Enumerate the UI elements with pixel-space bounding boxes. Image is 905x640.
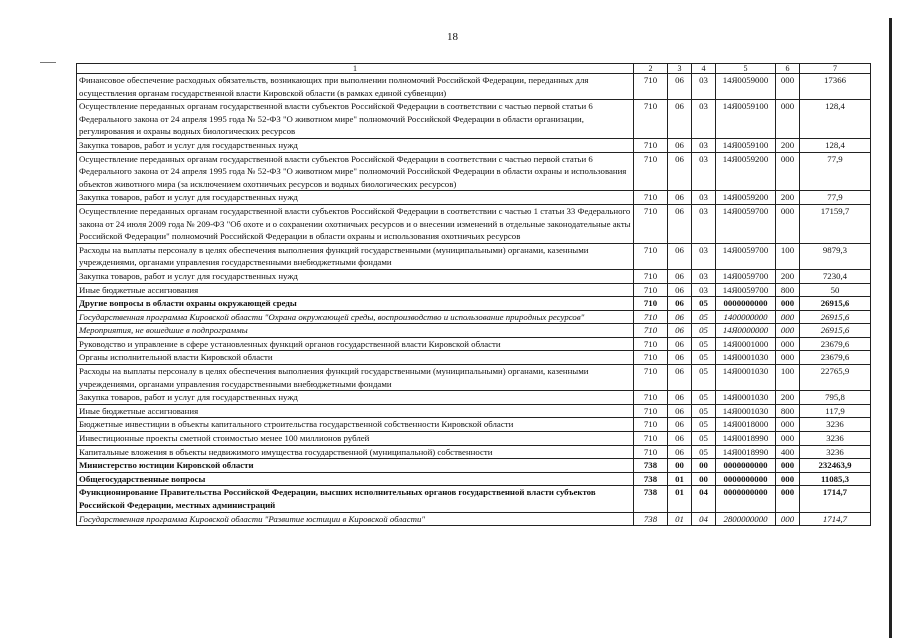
page-edge-line <box>889 18 892 638</box>
row-expense-type-cell: 000 <box>776 297 800 311</box>
row-section-cell: 06 <box>668 418 692 432</box>
row-section-cell: 06 <box>668 152 692 191</box>
row-subsection-cell: 04 <box>692 486 716 512</box>
row-expense-type-cell: 000 <box>776 459 800 473</box>
row-subsection-cell: 03 <box>692 283 716 297</box>
row-ved-cell: 710 <box>634 365 668 391</box>
column-number: 5 <box>716 64 776 74</box>
row-section-cell: 06 <box>668 191 692 205</box>
row-expense-type-cell: 200 <box>776 191 800 205</box>
row-expense-type-cell: 200 <box>776 391 800 405</box>
table-row <box>77 100 871 139</box>
column-number: 3 <box>668 64 692 74</box>
row-ved-cell: 710 <box>634 297 668 311</box>
row-expense-type-cell: 000 <box>776 74 800 100</box>
row-section-cell: 06 <box>668 243 692 269</box>
row-name-cell: Осуществление переданных органам государственной власти субъектов Российской Федерации в соответствии с частью 1 статьи 33 Федерального закона от 24 июля 2009 года № 209-ФЗ "Об охоте и о сохранении охотничьих ресурсов и о внесении изменений в отдельные законодательные акты Российской Федерации" полномочий Российской Федерации в области охраны и использования охотничьих ресурсов <box>77 204 634 243</box>
row-name-cell: Другие вопросы в области охраны окружающей среды <box>77 297 634 311</box>
row-amount-cell: 77,9 <box>800 191 871 205</box>
row-target-article-cell: 14Я0059700 <box>716 283 776 297</box>
row-section-cell: 06 <box>668 445 692 459</box>
row-target-article-cell: 14Я0018990 <box>716 432 776 446</box>
row-name-cell: Иные бюджетные ассигнования <box>77 404 634 418</box>
row-target-article-cell: 14Я0018000 <box>716 418 776 432</box>
column-number-row <box>77 64 871 74</box>
row-name-cell: Общегосударственные вопросы <box>77 472 634 486</box>
row-subsection-cell: 05 <box>692 337 716 351</box>
row-section-cell: 06 <box>668 391 692 405</box>
row-name-cell: Закупка товаров, работ и услуг для государственных нужд <box>77 391 634 405</box>
row-subsection-cell: 05 <box>692 445 716 459</box>
row-expense-type-cell: 000 <box>776 486 800 512</box>
row-ved-cell: 710 <box>634 152 668 191</box>
row-ved-cell: 710 <box>634 138 668 152</box>
row-target-article-cell: 14Я0018990 <box>716 445 776 459</box>
row-amount-cell: 17366 <box>800 74 871 100</box>
table-row <box>77 324 871 338</box>
row-target-article-cell: 14Я0059200 <box>716 191 776 205</box>
row-amount-cell: 232463,9 <box>800 459 871 473</box>
row-ved-cell: 710 <box>634 283 668 297</box>
row-ved-cell: 738 <box>634 486 668 512</box>
row-name-cell: Осуществление переданных органам государственной власти субъектов Российской Федерации в соответствии с частью первой статьи 6 Федерального закона от 24 апреля 1995 года № 52-ФЗ "О животном мире" полномочий Российской Федерации в области охраны и использования объектов животного мира (за исключением охотничьих ресурсов и водных биологических ресурсов) <box>77 152 634 191</box>
table-row <box>77 152 871 191</box>
row-name-cell: Закупка товаров, работ и услуг для государственных нужд <box>77 191 634 205</box>
row-expense-type-cell: 800 <box>776 283 800 297</box>
row-section-cell: 06 <box>668 351 692 365</box>
row-subsection-cell: 03 <box>692 269 716 283</box>
row-subsection-cell: 04 <box>692 512 716 526</box>
row-name-cell: Государственная программа Кировской области "Охрана окружающей среды, воспроизводство и использование природных ресурсов" <box>77 310 634 324</box>
table-row <box>77 418 871 432</box>
row-amount-cell: 117,9 <box>800 404 871 418</box>
row-subsection-cell: 05 <box>692 324 716 338</box>
row-subsection-cell: 03 <box>692 152 716 191</box>
row-subsection-cell: 03 <box>692 243 716 269</box>
row-section-cell: 01 <box>668 512 692 526</box>
row-target-article-cell: 14Я0059700 <box>716 204 776 243</box>
column-number: 4 <box>692 64 716 74</box>
row-section-cell: 06 <box>668 324 692 338</box>
row-target-article-cell: 14Я0059000 <box>716 74 776 100</box>
table-row <box>77 459 871 473</box>
row-subsection-cell: 05 <box>692 310 716 324</box>
table-row <box>77 283 871 297</box>
row-subsection-cell: 00 <box>692 472 716 486</box>
row-amount-cell: 1714,7 <box>800 512 871 526</box>
row-target-article-cell: 0000000000 <box>716 486 776 512</box>
page-number: 18 <box>447 31 458 43</box>
column-number: 2 <box>634 64 668 74</box>
row-section-cell: 06 <box>668 365 692 391</box>
row-subsection-cell: 03 <box>692 191 716 205</box>
row-target-article-cell: 0000000000 <box>716 459 776 473</box>
table-row <box>77 432 871 446</box>
row-amount-cell: 17159,7 <box>800 204 871 243</box>
column-number: 6 <box>776 64 800 74</box>
table-row <box>77 310 871 324</box>
row-ved-cell: 710 <box>634 269 668 283</box>
row-target-article-cell: 14Я0001030 <box>716 351 776 365</box>
table-row <box>77 269 871 283</box>
row-name-cell: Государственная программа Кировской области "Развитие юстиции в Кировской области" <box>77 512 634 526</box>
table-row <box>77 297 871 311</box>
row-target-article-cell: 14Я0000000 <box>716 324 776 338</box>
row-ved-cell: 738 <box>634 472 668 486</box>
row-expense-type-cell: 000 <box>776 337 800 351</box>
row-ved-cell: 710 <box>634 324 668 338</box>
row-ved-cell: 710 <box>634 391 668 405</box>
table-row <box>77 486 871 512</box>
column-number: 1 <box>77 64 634 74</box>
table-row <box>77 365 871 391</box>
table-row <box>77 74 871 100</box>
row-expense-type-cell: 000 <box>776 310 800 324</box>
table-row <box>77 445 871 459</box>
row-ved-cell: 710 <box>634 418 668 432</box>
row-amount-cell: 3236 <box>800 432 871 446</box>
row-name-cell: Расходы на выплаты персоналу в целях обеспечения выполнения функций государственными (муниципальными) органами, казенными учреждениями, органами управления государственными внебюджетными фондами <box>77 243 634 269</box>
row-expense-type-cell: 000 <box>776 432 800 446</box>
column-number: 7 <box>800 64 871 74</box>
row-name-cell: Финансовое обеспечение расходных обязательств, возникающих при выполнении полномочий Российской Федерации, переданных для осуществления органам государственной власти Кировской области (в рамках единой субвенции) <box>77 74 634 100</box>
row-section-cell: 06 <box>668 297 692 311</box>
row-expense-type-cell: 000 <box>776 152 800 191</box>
row-expense-type-cell: 100 <box>776 365 800 391</box>
row-name-cell: Органы исполнительной власти Кировской области <box>77 351 634 365</box>
row-subsection-cell: 00 <box>692 459 716 473</box>
row-amount-cell: 3236 <box>800 445 871 459</box>
row-ved-cell: 710 <box>634 445 668 459</box>
row-section-cell: 01 <box>668 472 692 486</box>
row-section-cell: 06 <box>668 432 692 446</box>
row-section-cell: 01 <box>668 486 692 512</box>
row-target-article-cell: 14Я0059700 <box>716 243 776 269</box>
row-ved-cell: 710 <box>634 310 668 324</box>
row-expense-type-cell: 000 <box>776 204 800 243</box>
row-subsection-cell: 03 <box>692 138 716 152</box>
row-ved-cell: 710 <box>634 337 668 351</box>
row-amount-cell: 1714,7 <box>800 486 871 512</box>
row-target-article-cell: 14Я0001030 <box>716 365 776 391</box>
row-target-article-cell: 2800000000 <box>716 512 776 526</box>
row-target-article-cell: 14Я0059100 <box>716 100 776 139</box>
row-amount-cell: 3236 <box>800 418 871 432</box>
row-expense-type-cell: 400 <box>776 445 800 459</box>
row-name-cell: Осуществление переданных органам государственной власти субъектов Российской Федерации в соответствии с частью первой статьи 6 Федерального закона от 24 апреля 1995 года № 52-ФЗ "О животном мире" полномочий Российской Федерации в области организации, регулирования и охраны водных биологических ресурсов <box>77 100 634 139</box>
row-amount-cell: 26915,6 <box>800 324 871 338</box>
row-target-article-cell: 14Я0001030 <box>716 391 776 405</box>
row-expense-type-cell: 200 <box>776 138 800 152</box>
row-amount-cell: 23679,6 <box>800 337 871 351</box>
row-amount-cell: 50 <box>800 283 871 297</box>
row-ved-cell: 738 <box>634 459 668 473</box>
table-row <box>77 391 871 405</box>
row-target-article-cell: 14Я0059200 <box>716 152 776 191</box>
row-section-cell: 06 <box>668 269 692 283</box>
table-row <box>77 472 871 486</box>
row-amount-cell: 9879,3 <box>800 243 871 269</box>
row-amount-cell: 22765,9 <box>800 365 871 391</box>
table-row <box>77 191 871 205</box>
row-name-cell: Иные бюджетные ассигнования <box>77 283 634 297</box>
row-ved-cell: 710 <box>634 351 668 365</box>
row-section-cell: 06 <box>668 204 692 243</box>
table-row <box>77 204 871 243</box>
row-section-cell: 06 <box>668 404 692 418</box>
row-ved-cell: 710 <box>634 432 668 446</box>
row-ved-cell: 738 <box>634 512 668 526</box>
budget-table-body <box>77 64 871 526</box>
row-amount-cell: 23679,6 <box>800 351 871 365</box>
table-row <box>77 512 871 526</box>
row-expense-type-cell: 000 <box>776 351 800 365</box>
row-name-cell: Руководство и управление в сфере установленных функций органов государственной власти Кировской области <box>77 337 634 351</box>
row-expense-type-cell: 000 <box>776 324 800 338</box>
row-section-cell: 06 <box>668 138 692 152</box>
budget-table <box>76 63 871 526</box>
row-subsection-cell: 05 <box>692 351 716 365</box>
row-section-cell: 06 <box>668 310 692 324</box>
row-subsection-cell: 05 <box>692 404 716 418</box>
row-ved-cell: 710 <box>634 100 668 139</box>
row-subsection-cell: 05 <box>692 391 716 405</box>
row-name-cell: Инвестиционные проекты сметной стоимостью менее 100 миллионов рублей <box>77 432 634 446</box>
row-expense-type-cell: 000 <box>776 418 800 432</box>
row-ved-cell: 710 <box>634 404 668 418</box>
table-row <box>77 337 871 351</box>
row-name-cell: Бюджетные инвестиции в объекты капитального строительства государственной собственности Кировской области <box>77 418 634 432</box>
row-expense-type-cell: 200 <box>776 269 800 283</box>
row-target-article-cell: 14Я0001030 <box>716 404 776 418</box>
row-name-cell: Министерство юстиции Кировской области <box>77 459 634 473</box>
row-ved-cell: 710 <box>634 243 668 269</box>
row-subsection-cell: 05 <box>692 418 716 432</box>
row-section-cell: 00 <box>668 459 692 473</box>
row-name-cell: Капитальные вложения в объекты недвижимого имущества государственной (муниципальной) собственности <box>77 445 634 459</box>
row-subsection-cell: 05 <box>692 365 716 391</box>
row-expense-type-cell: 000 <box>776 512 800 526</box>
row-section-cell: 06 <box>668 100 692 139</box>
row-target-article-cell: 14Я0059100 <box>716 138 776 152</box>
row-name-cell: Закупка товаров, работ и услуг для государственных нужд <box>77 138 634 152</box>
row-ved-cell: 710 <box>634 204 668 243</box>
table-row <box>77 243 871 269</box>
row-name-cell: Функционирование Правительства Российской Федерации, высших исполнительных органов государственной власти субъектов Российской Федерации, местных администраций <box>77 486 634 512</box>
row-subsection-cell: 03 <box>692 204 716 243</box>
row-name-cell: Мероприятия, не вошедшие в подпрограммы <box>77 324 634 338</box>
table-row <box>77 404 871 418</box>
row-expense-type-cell: 800 <box>776 404 800 418</box>
row-subsection-cell: 05 <box>692 297 716 311</box>
row-target-article-cell: 14Я0059700 <box>716 269 776 283</box>
row-subsection-cell: 05 <box>692 432 716 446</box>
table-row <box>77 351 871 365</box>
row-amount-cell: 128,4 <box>800 138 871 152</box>
row-ved-cell: 710 <box>634 74 668 100</box>
row-section-cell: 06 <box>668 337 692 351</box>
row-amount-cell: 7230,4 <box>800 269 871 283</box>
row-amount-cell: 77,9 <box>800 152 871 191</box>
row-subsection-cell: 03 <box>692 100 716 139</box>
row-target-article-cell: 0000000000 <box>716 472 776 486</box>
table-row <box>77 138 871 152</box>
margin-mark <box>40 62 56 63</box>
row-expense-type-cell: 100 <box>776 243 800 269</box>
row-amount-cell: 26915,6 <box>800 310 871 324</box>
row-expense-type-cell: 000 <box>776 472 800 486</box>
row-name-cell: Расходы на выплаты персоналу в целях обеспечения выполнения функций государственными (муниципальными) органами, казенными учреждениями, органами управления государственными внебюджетными фондами <box>77 365 634 391</box>
row-section-cell: 06 <box>668 283 692 297</box>
row-amount-cell: 128,4 <box>800 100 871 139</box>
row-amount-cell: 11085,3 <box>800 472 871 486</box>
row-expense-type-cell: 000 <box>776 100 800 139</box>
row-subsection-cell: 03 <box>692 74 716 100</box>
row-section-cell: 06 <box>668 74 692 100</box>
row-amount-cell: 26915,6 <box>800 297 871 311</box>
row-name-cell: Закупка товаров, работ и услуг для государственных нужд <box>77 269 634 283</box>
row-amount-cell: 795,8 <box>800 391 871 405</box>
row-target-article-cell: 1400000000 <box>716 310 776 324</box>
row-target-article-cell: 0000000000 <box>716 297 776 311</box>
row-ved-cell: 710 <box>634 191 668 205</box>
row-target-article-cell: 14Я0001000 <box>716 337 776 351</box>
